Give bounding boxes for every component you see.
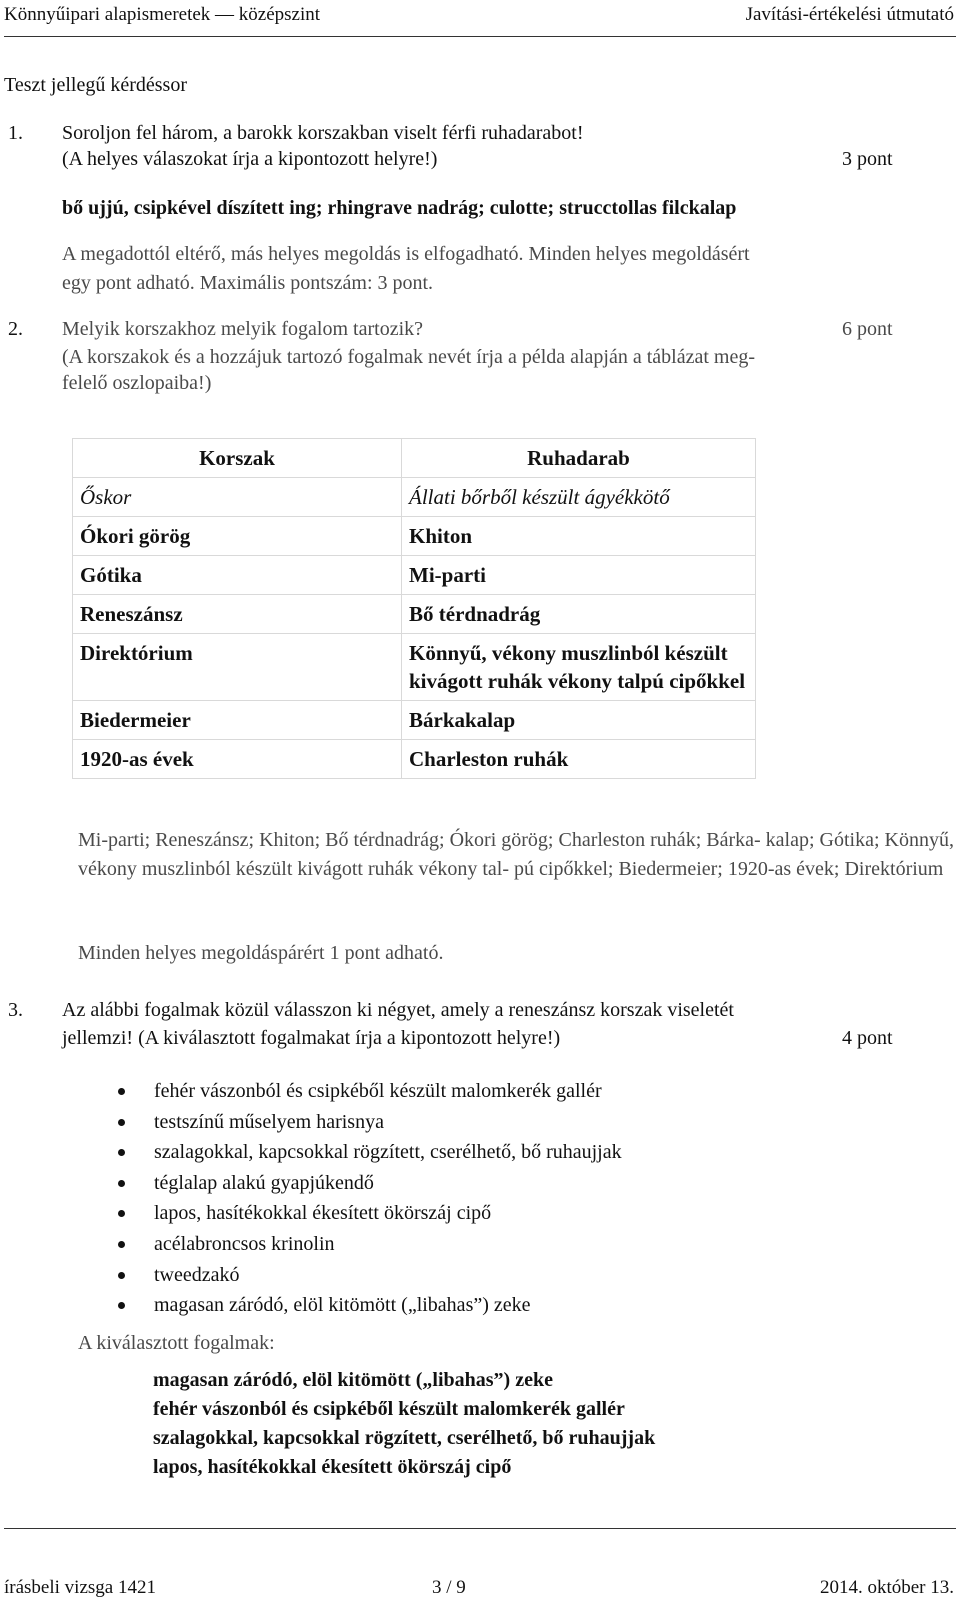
cell-garment: Bárkakalap xyxy=(402,701,756,740)
q2-text-line2: (A korszakok és a hozzájuk tartozó fogalmak nevét írja a példa alapján a táblázat meg- xyxy=(62,346,756,368)
q3-points: 4 pont xyxy=(842,1027,893,1049)
bullet-icon xyxy=(118,1272,125,1279)
q2-text-line3: felelő oszlopaiba!) xyxy=(62,372,212,394)
bullet-icon xyxy=(118,1149,125,1156)
header-subject: Könnyűipari alapismeretek — középszint xyxy=(4,4,321,25)
column-header-period: Korszak xyxy=(73,439,402,478)
list-item: magasan záródó, elöl kitömött („libahas”) zeke xyxy=(118,1290,622,1321)
bullet-icon xyxy=(118,1302,125,1309)
list-item: lapos, hasítékokkal ékesített ökörszáj cipő xyxy=(118,1198,622,1229)
cell-period: Biedermeier xyxy=(73,701,402,740)
table-row xyxy=(73,595,756,634)
cell-period: Ókori görög xyxy=(73,517,402,556)
period-garment-table xyxy=(72,438,756,779)
table-row xyxy=(73,478,756,517)
cell-period: Direktórium xyxy=(73,634,402,701)
bullet-icon xyxy=(118,1088,125,1095)
cell-period: 1920-as évek xyxy=(73,740,402,779)
list-item: téglalap alakú gyapjúkendő xyxy=(118,1168,622,1199)
q1-number: 1. xyxy=(8,122,23,144)
q1-note-line2: egy pont adható. Maximális pontszám: 3 pont. xyxy=(62,272,434,294)
header-rule xyxy=(4,36,956,37)
q1-text-line2: (A helyes válaszokat írja a kipontozott helyre!) xyxy=(62,148,438,170)
cell-period: Őskor xyxy=(73,478,402,517)
column-header-garment: Ruhadarab xyxy=(402,439,756,478)
header-guide-title: Javítási-értékelési útmutató xyxy=(745,4,954,25)
q1-answer: bő ujjú, csipkével díszített ing; rhingrave nadrág; culotte; strucctollas filckalap xyxy=(62,197,737,219)
q1-note-line1: A megadottól eltérő, más helyes megoldás is elfogadható. Minden helyes megoldásért xyxy=(62,243,750,265)
list-item: tweedzakó xyxy=(118,1260,622,1291)
list-item: szalagokkal, kapcsokkal rögzített, cserélhető, bő ruhaujjak xyxy=(118,1137,622,1168)
cell-garment: Állati bőrből készült ágyékkötő xyxy=(402,478,756,517)
table-header-row xyxy=(73,439,756,478)
chosen-answer: lapos, hasítékokkal ékesített ökörszáj cipő xyxy=(153,1456,512,1478)
q2-text-line1: Melyik korszakhoz melyik fogalom tartozik? xyxy=(62,318,424,340)
list-item: acélabroncsos krinolin xyxy=(118,1229,622,1260)
q3-number: 3. xyxy=(8,999,23,1021)
footer-date: 2014. október 13. xyxy=(819,1577,954,1598)
footer-page-number: 3 / 9 xyxy=(432,1577,466,1598)
bullet-icon xyxy=(118,1210,125,1217)
q3-chosen-label: A kiválasztott fogalmak: xyxy=(78,1332,275,1354)
q3-chosen-answers xyxy=(153,1366,655,1482)
q2-points: 6 pont xyxy=(842,318,893,340)
footer-rule xyxy=(4,1528,956,1529)
cell-period: Reneszánsz xyxy=(73,595,402,634)
table-row xyxy=(73,740,756,779)
q1-text-line1: Soroljon fel három, a barokk korszakban viselt férfi ruhadarabot! xyxy=(62,122,584,144)
bullet-icon xyxy=(118,1119,125,1126)
q2-scoring-note: Minden helyes megoldáspárért 1 pont adható. xyxy=(78,942,444,964)
cell-garment: Könnyű, vékony muszlinból készült kivágott ruhák vékony talpú cipőkkel xyxy=(402,634,756,701)
cell-garment: Bő térdnadrág xyxy=(402,595,756,634)
list-item: testszínű műselyem harisnya xyxy=(118,1107,622,1138)
table-row xyxy=(73,701,756,740)
q1-points: 3 pont xyxy=(842,148,893,170)
q2-number: 2. xyxy=(8,318,23,340)
bullet-icon xyxy=(118,1180,125,1187)
chosen-answer: fehér vászonból és csipkéből készült malomkerék gallér xyxy=(153,1398,625,1420)
footer-exam-id: írásbeli vizsga 1421 xyxy=(4,1577,156,1598)
bullet-icon xyxy=(118,1241,125,1248)
q2-word-list: Mi-parti; Reneszánsz; Khiton; Bő térdnadrág; Ókori görög; Charleston ruhák; Bárka- kalap; Gótika; Könnyű, vékony muszlinból készült kivágott ruhák vékony tal- pú cipőkkel; Biedermeier; 1920-as évek; Direktórium xyxy=(78,829,954,880)
q3-text-line1: Az alábbi fogalmak közül válasszon ki négyet, amely a reneszánsz korszak viseletét xyxy=(62,999,734,1021)
chosen-answer: szalagokkal, kapcsokkal rögzített, cserélhető, bő ruhaujjak xyxy=(153,1427,656,1449)
table-row xyxy=(73,556,756,595)
table-row xyxy=(73,517,756,556)
cell-garment: Mi-parti xyxy=(402,556,756,595)
list-item: fehér vászonból és csipkéből készült malomkerék gallér xyxy=(118,1076,622,1107)
section-title: Teszt jellegű kérdéssor xyxy=(4,74,187,96)
cell-garment: Khiton xyxy=(402,517,756,556)
chosen-answer: magasan záródó, elöl kitömött („libahas”) zeke xyxy=(153,1369,553,1391)
cell-garment: Charleston ruhák xyxy=(402,740,756,779)
cell-period: Gótika xyxy=(73,556,402,595)
q3-text-line2: jellemzi! (A kiválasztott fogalmakat írja a kipontozott helyre!) xyxy=(62,1027,561,1049)
table-row xyxy=(73,634,756,701)
q3-options-list xyxy=(118,1076,622,1321)
